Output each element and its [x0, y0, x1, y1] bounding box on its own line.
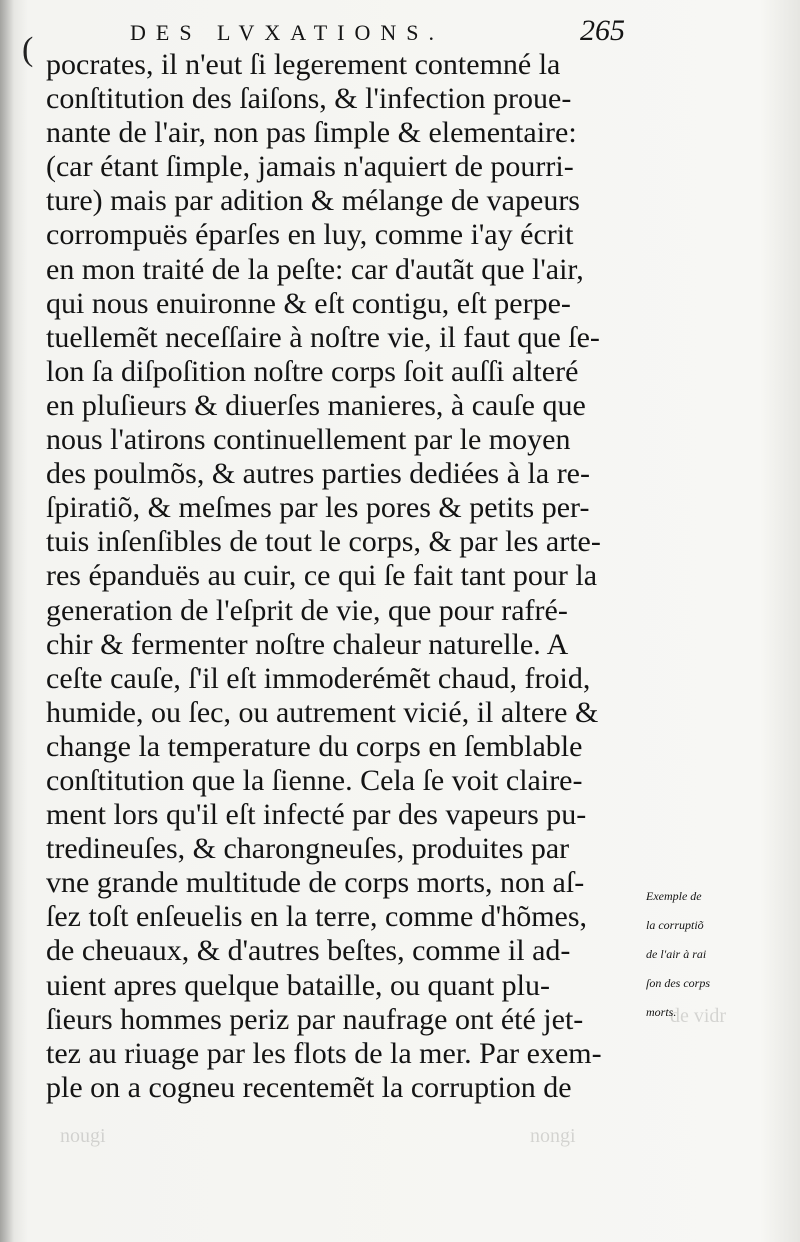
text-line: en pluſieurs & diuerſes manieres, à cauſe que — [46, 388, 586, 422]
body-text-block — [46, 48, 656, 1105]
show-through-ink: nougi — [60, 1125, 106, 1147]
text-line: ceſte cauſe, ſ'il eſt immoderémẽt chaud, froid, — [46, 661, 591, 695]
text-line: lon ſa diſpoſition noſtre corps ſoit auſſi alteré — [46, 354, 579, 388]
text-line: ſpiratiõ, & meſmes par les pores & petits per- — [46, 491, 590, 525]
text-line: conſtitution que la ſienne. Cela ſe voit claire- — [46, 763, 583, 797]
text-line: tez au riuage par les flots de la mer. Par exem- — [46, 1036, 602, 1070]
marginal-note-line: morts. — [646, 1005, 677, 1019]
text-line: generation de l'eſprit de vie, que pour rafré- — [46, 593, 568, 627]
text-line: qui nous enuironne & eſt contigu, eſt perpe- — [46, 286, 571, 320]
text-line: (car étant ſimple, jamais n'aquiert de pourri- — [46, 150, 574, 184]
text-line: tuis inſenſibles de tout le corps, & par les arte- — [46, 525, 601, 559]
marginal-note-line: de l'air à rai — [646, 947, 707, 961]
text-line: tredineuſes, & charongneuſes, produites par — [46, 832, 570, 866]
binding-gutter-shadow — [0, 0, 14, 1242]
text-line: ſez toſt enſeuelis en la terre, comme d'hõmes, — [46, 900, 588, 934]
text-line: corrompuës éparſes en luy, comme i'ay écrit — [46, 218, 574, 252]
show-through-ink: de vidr — [670, 1005, 727, 1027]
marginal-note-line: la corruptiõ — [646, 918, 704, 932]
text-line: en mon traité de la peſte: car d'autãt que l'air, — [46, 252, 584, 286]
text-line: nante de l'air, non pas ſimple & elementaire: — [46, 116, 577, 150]
text-line: chir & fermenter noſtre chaleur naturelle. A — [46, 627, 569, 661]
show-through-ink: nongi — [530, 1125, 576, 1147]
text-line: nous l'atirons continuellement par le moyen — [46, 423, 571, 457]
text-line: des poulmõs, & autres parties dediées à la re- — [46, 457, 590, 491]
text-line: uient apres quelque bataille, ou quant plu- — [46, 968, 551, 1002]
text-line: change la temperature du corps en ſemblable — [46, 729, 583, 763]
gutter-bracket-mark: ( — [22, 31, 34, 68]
marginal-note-line: Exemple de — [646, 889, 702, 903]
running-head-title: DES LVXATIONS. — [130, 20, 444, 45]
text-line: ple on a cogneu recentemẽt la corruption de — [46, 1070, 572, 1104]
text-line: pocrates, il n'eut ſi legerement contemné la — [46, 48, 561, 81]
text-line: humide, ou ſec, ou autrement vicié, il altere & — [46, 695, 599, 729]
text-line: ment lors qu'il eſt infecté par des vapeurs pu- — [46, 798, 587, 832]
text-line: de cheuaux, & d'autres beſtes, comme il ad- — [46, 934, 571, 968]
text-line: tuellemẽt neceſſaire à noſtre vie, il faut que ſe- — [46, 320, 600, 354]
page-number: 265 — [580, 14, 625, 47]
marginal-note-line: ſon des corps — [646, 976, 710, 990]
text-line: ture) mais par adition & mélange de vapeurs — [46, 184, 580, 218]
text-line: res épanduës au cuir, ce qui ſe fait tant pour la — [46, 559, 598, 593]
text-line: ſieurs hommes periz par naufrage ont été jet- — [46, 1002, 584, 1036]
text-line: vne grande multitude de corps morts, non aſ- — [46, 866, 585, 900]
text-line: conſtitution des ſaiſons, & l'infection proue- — [46, 82, 572, 116]
